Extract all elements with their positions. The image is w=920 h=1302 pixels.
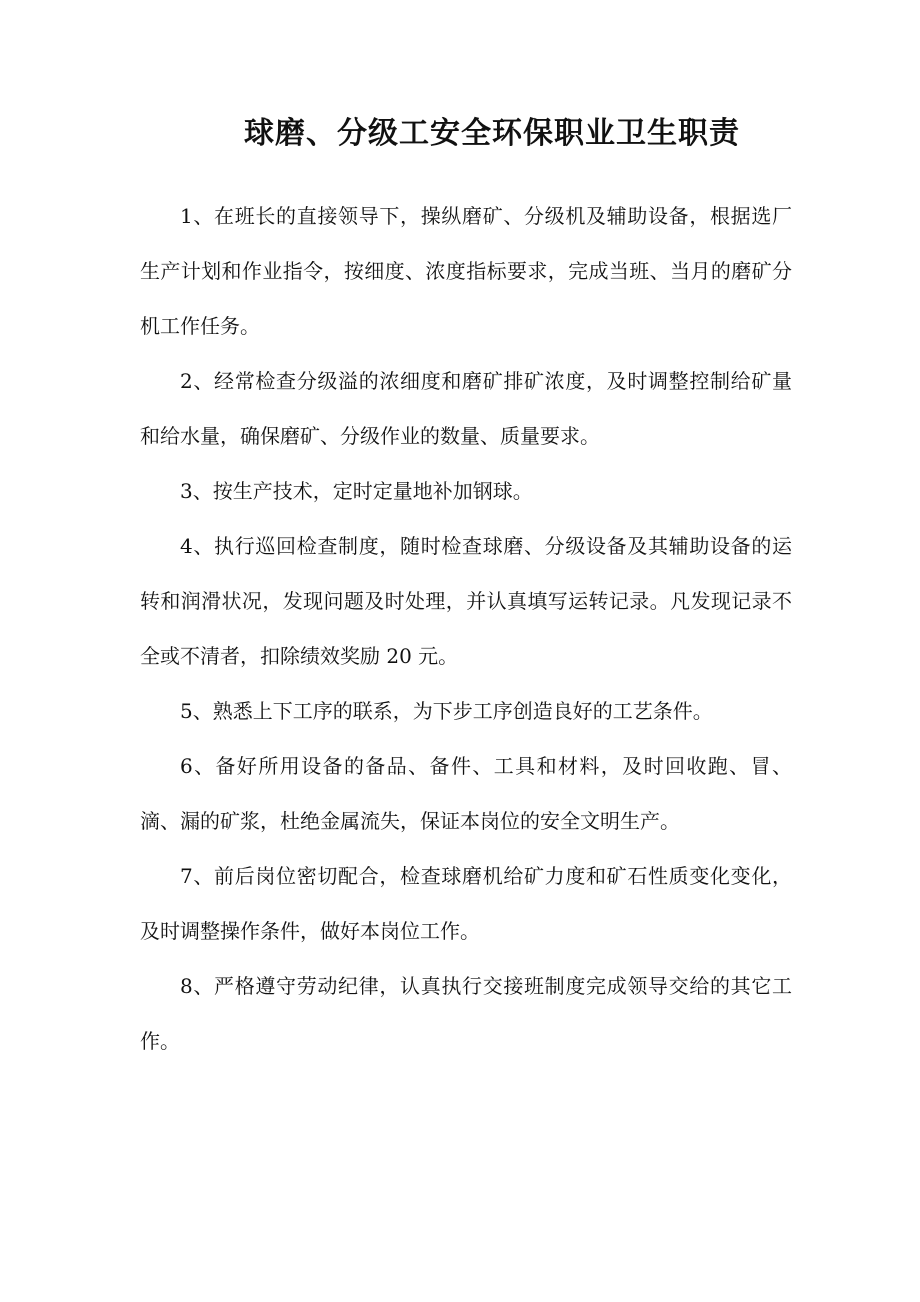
paragraph-8: 8、严格遵守劳动纪律，认真执行交接班制度完成领导交给的其它工作。 (140, 974, 792, 1053)
paragraph-7: 7、前后岗位密切配合，检查球磨机给矿力度和矿石性质变化变化，及时调整操作条件，做好本岗位工作。 (140, 864, 792, 943)
paragraph-4: 4、执行巡回检查制度，随时检查球磨、分级设备及其辅助设备的运转和润滑状况，发现问题及时处理，并认真填写运转记录。凡发现记录不全或不清者，扣除绩效奖励 20 元。 (140, 534, 792, 668)
paragraph-1: 1、在班长的直接领导下，操纵磨矿、分级机及辅助设备，根据选厂生产计划和作业指令，按细度、浓度指标要求，完成当班、当月的磨矿分机工作任务。 (140, 204, 792, 338)
paragraph-6: 6、备好所用设备的备品、备件、工具和材料，及时回收跑、冒、滴、漏的矿浆，杜绝金属流失，保证本岗位的安全文明生产。 (140, 754, 792, 833)
paragraph-3: 3、按生产技术，定时定量地补加钢球。 (180, 479, 533, 503)
paragraph-5: 5、熟悉上下工序的联系，为下步工序创造良好的工艺条件。 (180, 699, 713, 723)
document-body (140, 189, 792, 1069)
paragraph-2: 2、经常检查分级溢的浓细度和磨矿排矿浓度，及时调整控制给矿量和给水量，确保磨矿、分级作业的数量、质量要求。 (140, 369, 792, 448)
document-title: 球磨、分级工安全环保职业卫生职责 (244, 116, 740, 151)
